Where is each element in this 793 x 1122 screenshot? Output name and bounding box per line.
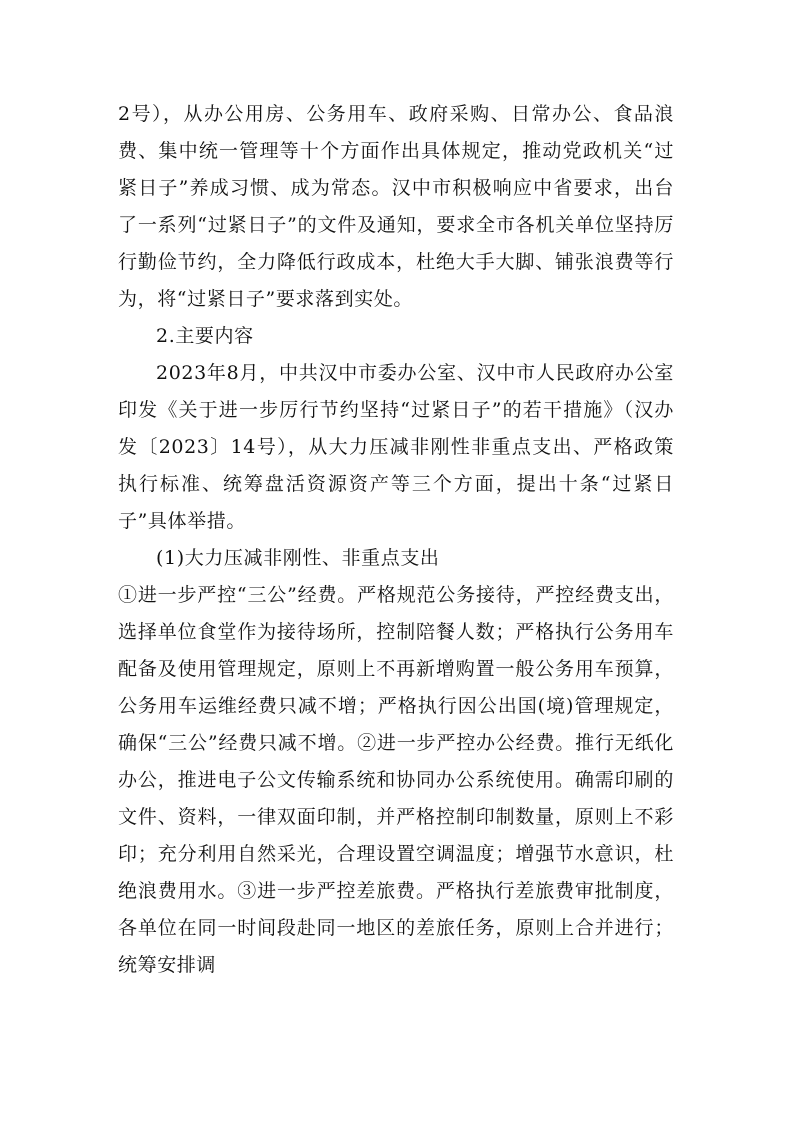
paragraph-background-continued: 2号），从办公用房、公务用车、政府采购、日常办公、食品浪费、集中统一管理等十个方面作出具体规定，推动党政机关“过紧日子”养成习惯、成为常态。汉中市积极响应中省要求，出台了一系列“过紧日子”的文件及通知，要求全市各机关单位坚持厉行勤俭节约，全力降低行政成本，杜绝大手大脚、铺张浪费等行为，将“过紧日子”要求落到实处。 (118, 103, 674, 310)
section-heading-main-content: 2.主要内容 (156, 325, 254, 347)
document-body (118, 96, 674, 984)
paragraph-main-content: 2023年8月，中共汉中市委办公室、汉中市人民政府办公室印发《关于进一步厉行节约坚持“过紧日子”的若干措施》（汉办发〔2023〕14号），从大力压减非刚性非重点支出、严格政策执行标准、统筹盘活资源资产等三个方面，提出十条“过紧日子”具体举措。 (118, 362, 674, 532)
paragraph-spending-measures: ①进一步严控“三公”经费。严格规范公务接待，严控经费支出，选择单位食堂作为接待场所，控制陪餐人数；严格执行公务用车配备及使用管理规定，原则上不再新增购置一般公务用车预算，公务用车运维经费只减不增；严格执行因公出国(境)管理规定，确保“三公”经费只减不增。②进一步严控办公经费。推行无纸化办公，推进电子公文传输系统和协同办公系统使用。确需印刷的文件、资料，一律双面印制，并严格控制印制数量，原则上不彩印；充分利用自然采光，合理设置空调温度；增强节水意识，杜绝浪费用水。③进一步严控差旅费。严格执行差旅费审批制度，各单位在同一时间段赴同一地区的差旅任务，原则上合并进行；统筹安排调 (118, 584, 674, 976)
subsection-heading-reduce-spending: (1)大力压减非刚性、非重点支出 (156, 547, 440, 569)
